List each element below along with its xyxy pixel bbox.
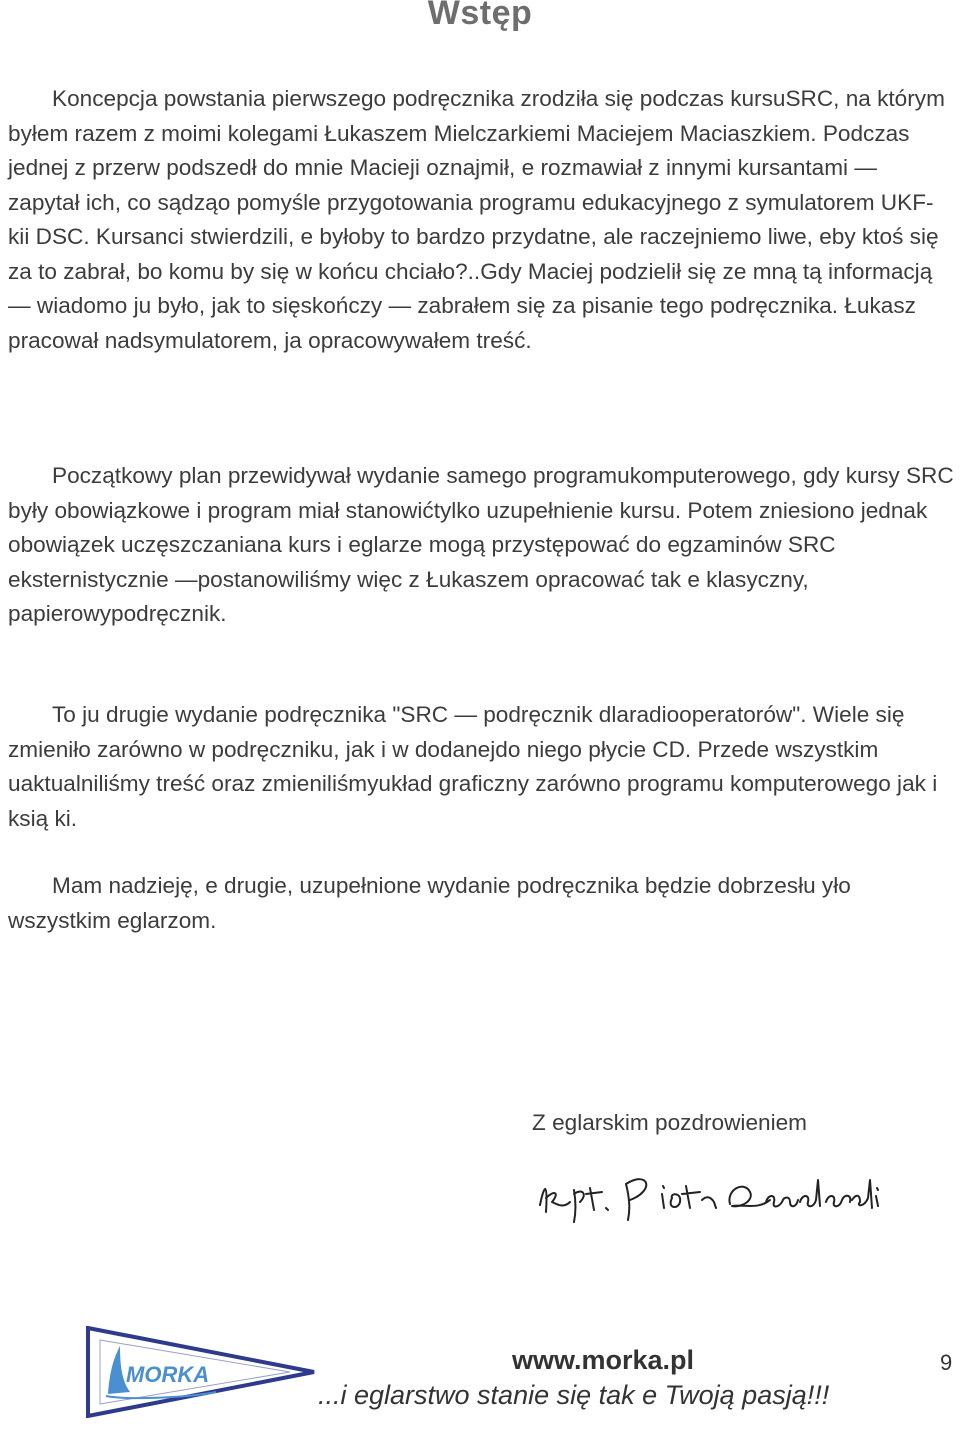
- text-line: i Maciejem Maciaszkiem. Podczas jednej z przerw podszedł do mnie Maciej: [8, 120, 910, 180]
- text-line: Koncepcja powstania pierwszego podręcznika zrodziła się podczas kursu: [52, 86, 786, 111]
- signature: [530, 1150, 890, 1230]
- website-url[interactable]: www.morka.pl: [512, 1345, 695, 1375]
- text-line: komputerowego, gdy kursy SRC były obowiązkowe i program miał stanowić: [8, 463, 954, 523]
- paragraph-3: [8, 698, 954, 836]
- text-line: i DSC. Kursanci stwierdzili, e byłoby to bardzo przydatne, ale raczej: [24, 224, 700, 249]
- text-line: skończy — zabrałem się za pisanie tego podręcznika. Łukasz pracował nad: [8, 293, 916, 353]
- paragraph-4: [8, 869, 954, 938]
- text-line: układ graficzny zarówno programu komputerowego jak i ksią ki.: [8, 771, 938, 831]
- text-line: Początkowy plan przewidywał wydanie samego programu: [52, 463, 630, 488]
- footer-motto: ...i eglarstwo stanie się tak e Twoją pasją!!!: [318, 1380, 830, 1410]
- text-line: tylko uzupełnienie kursu. Potem zniesiono jednak obowiązek uczęszczania: [8, 497, 928, 557]
- morka-logo: [86, 1326, 316, 1418]
- text-line: na kurs i eglarze mogą przystępować do egzaminów SRC eksternistycznie —: [8, 532, 836, 592]
- text-line: Mam nadzieję, e drugie, uzupełnione wydanie podręcznika będzie dobrze: [52, 873, 787, 898]
- text-line: postanowiliśmy więc z Łukaszem opracować tak e klasyczny, papierowy: [8, 566, 809, 626]
- closing-line: Z eglarskim pozdrowieniem: [532, 1110, 807, 1135]
- paragraph-1: [8, 82, 954, 358]
- text-line: słu yło wszystkim eglarzom.: [8, 873, 851, 933]
- text-line: radiooperatorów". Wiele się zmieniło zarówno w podręczniku, jak i w dodanej: [8, 702, 905, 762]
- text-line: o pomyśle przygotowania programu edukacyjnego z symulatorem UKF-ki: [8, 189, 934, 249]
- page-title: Wstęp: [427, 0, 533, 32]
- text-line: SRC, na którym byłem razem z moimi kolegami Łukaszem Mielczarkiem: [8, 86, 945, 146]
- text-line: podręcznik.: [111, 601, 227, 626]
- text-line: do niego płycie CD. Przede wszystkim uaktualniliśmy treść oraz zmieniliśmy: [8, 736, 879, 796]
- text-line: niemo liwe, eby ktoś się za to zabrał, bo komu by się w końcu chciało?..: [8, 224, 939, 284]
- text-line: Gdy Maciej podzielił się ze mną tą informacją — wiadomo ju było, jak to się: [8, 258, 933, 318]
- paragraph-2: [8, 459, 954, 632]
- page-number: 9: [940, 1350, 953, 1375]
- text-line: To ju drugie wydanie podręcznika "SRC — podręcznik dla: [52, 702, 629, 727]
- logo-text: MORKA: [126, 1362, 210, 1387]
- text-line: symulatorem, ja opracowywałem treść.: [142, 327, 532, 353]
- text-line: i oznajmił, e rozmawiał z innymi kursantami — zapytał ich, co sądzą: [8, 155, 877, 215]
